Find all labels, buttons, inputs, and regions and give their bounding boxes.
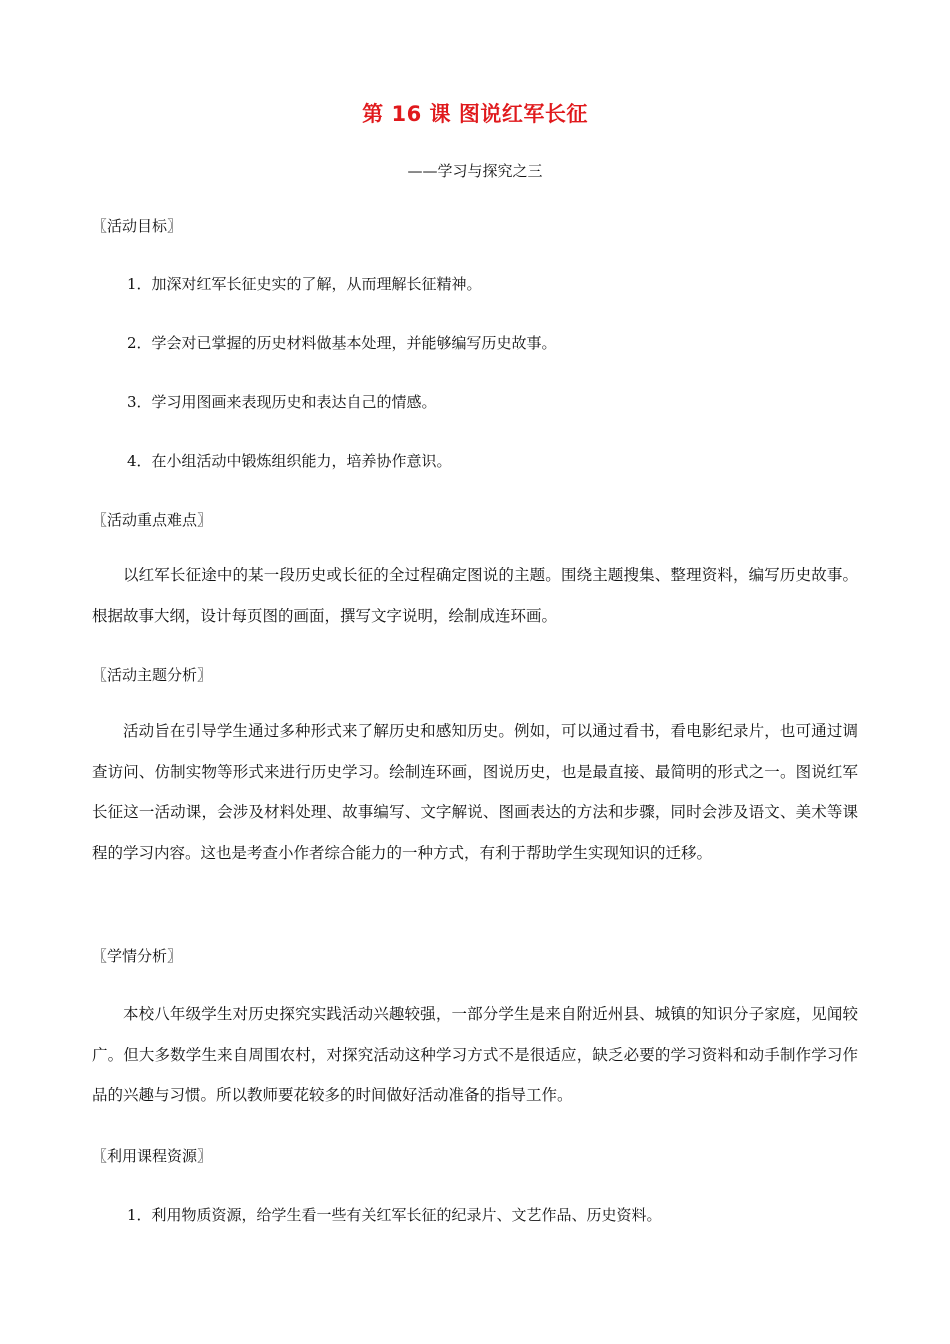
student-analysis-heading: 〖学情分析〗	[92, 947, 183, 965]
key-points-heading: 〖活动重点难点〗	[92, 511, 213, 529]
theme-analysis-heading: 〖活动主题分析〗	[92, 666, 213, 684]
objective-item: 4．在小组活动中锻炼组织能力，培养协作意识。	[127, 452, 452, 470]
resources-heading: 〖利用课程资源〗	[92, 1147, 213, 1165]
objective-item: 1．加深对红军长征史实的了解，从而理解长征精神。	[127, 275, 482, 293]
page-subtitle: ——学习与探究之三	[407, 162, 543, 180]
resource-item: 1．利用物质资源，给学生看一些有关红军长征的纪录片、文艺作品、历史资料。	[127, 1206, 662, 1224]
key-points-paragraph: 以红军长征途中的某一段历史或长征的全过程确定图说的主题。围绕主题搜集、整理资料，编写历史故事。根据故事大纲，设计每页图的画面，撰写文字说明，绘制成连环画。	[92, 566, 858, 625]
objective-item: 2．学会对已掌握的历史材料做基本处理，并能够编写历史故事。	[127, 334, 557, 352]
page-title: 第 16 课 图说红军长征	[362, 102, 588, 126]
objectives-heading: 〖活动目标〗	[92, 217, 183, 235]
objective-item: 3．学习用图画来表现历史和表达自己的情感。	[127, 393, 437, 411]
theme-analysis-paragraph: 活动旨在引导学生通过多种形式来了解历史和感知历史。例如，可以通过看书，看电影纪录片，也可通过调查访问、仿制实物等形式来进行历史学习。绘制连环画，图说历史，也是最直接、最简明的形式之一。图说红军长征这一活动课，会涉及材料处理、故事编写、文字解说、图画表达的方法和步骤，同时会涉及语文、美术等课程的学习内容。这也是考查小作者综合能力的一种方式，有利于帮助学生实现知识的迁移。	[92, 722, 858, 862]
student-analysis-paragraph: 本校八年级学生对历史探究实践活动兴趣较强，一部分学生是来自附近州县、城镇的知识分子家庭，见闻较广。但大多数学生来自周围农村，对探究活动这种学习方式不是很适应，缺乏必要的学习资料和动手制作学习作品的兴趣与习惯。所以教师要花较多的时间做好活动准备的指导工作。	[92, 1005, 858, 1104]
